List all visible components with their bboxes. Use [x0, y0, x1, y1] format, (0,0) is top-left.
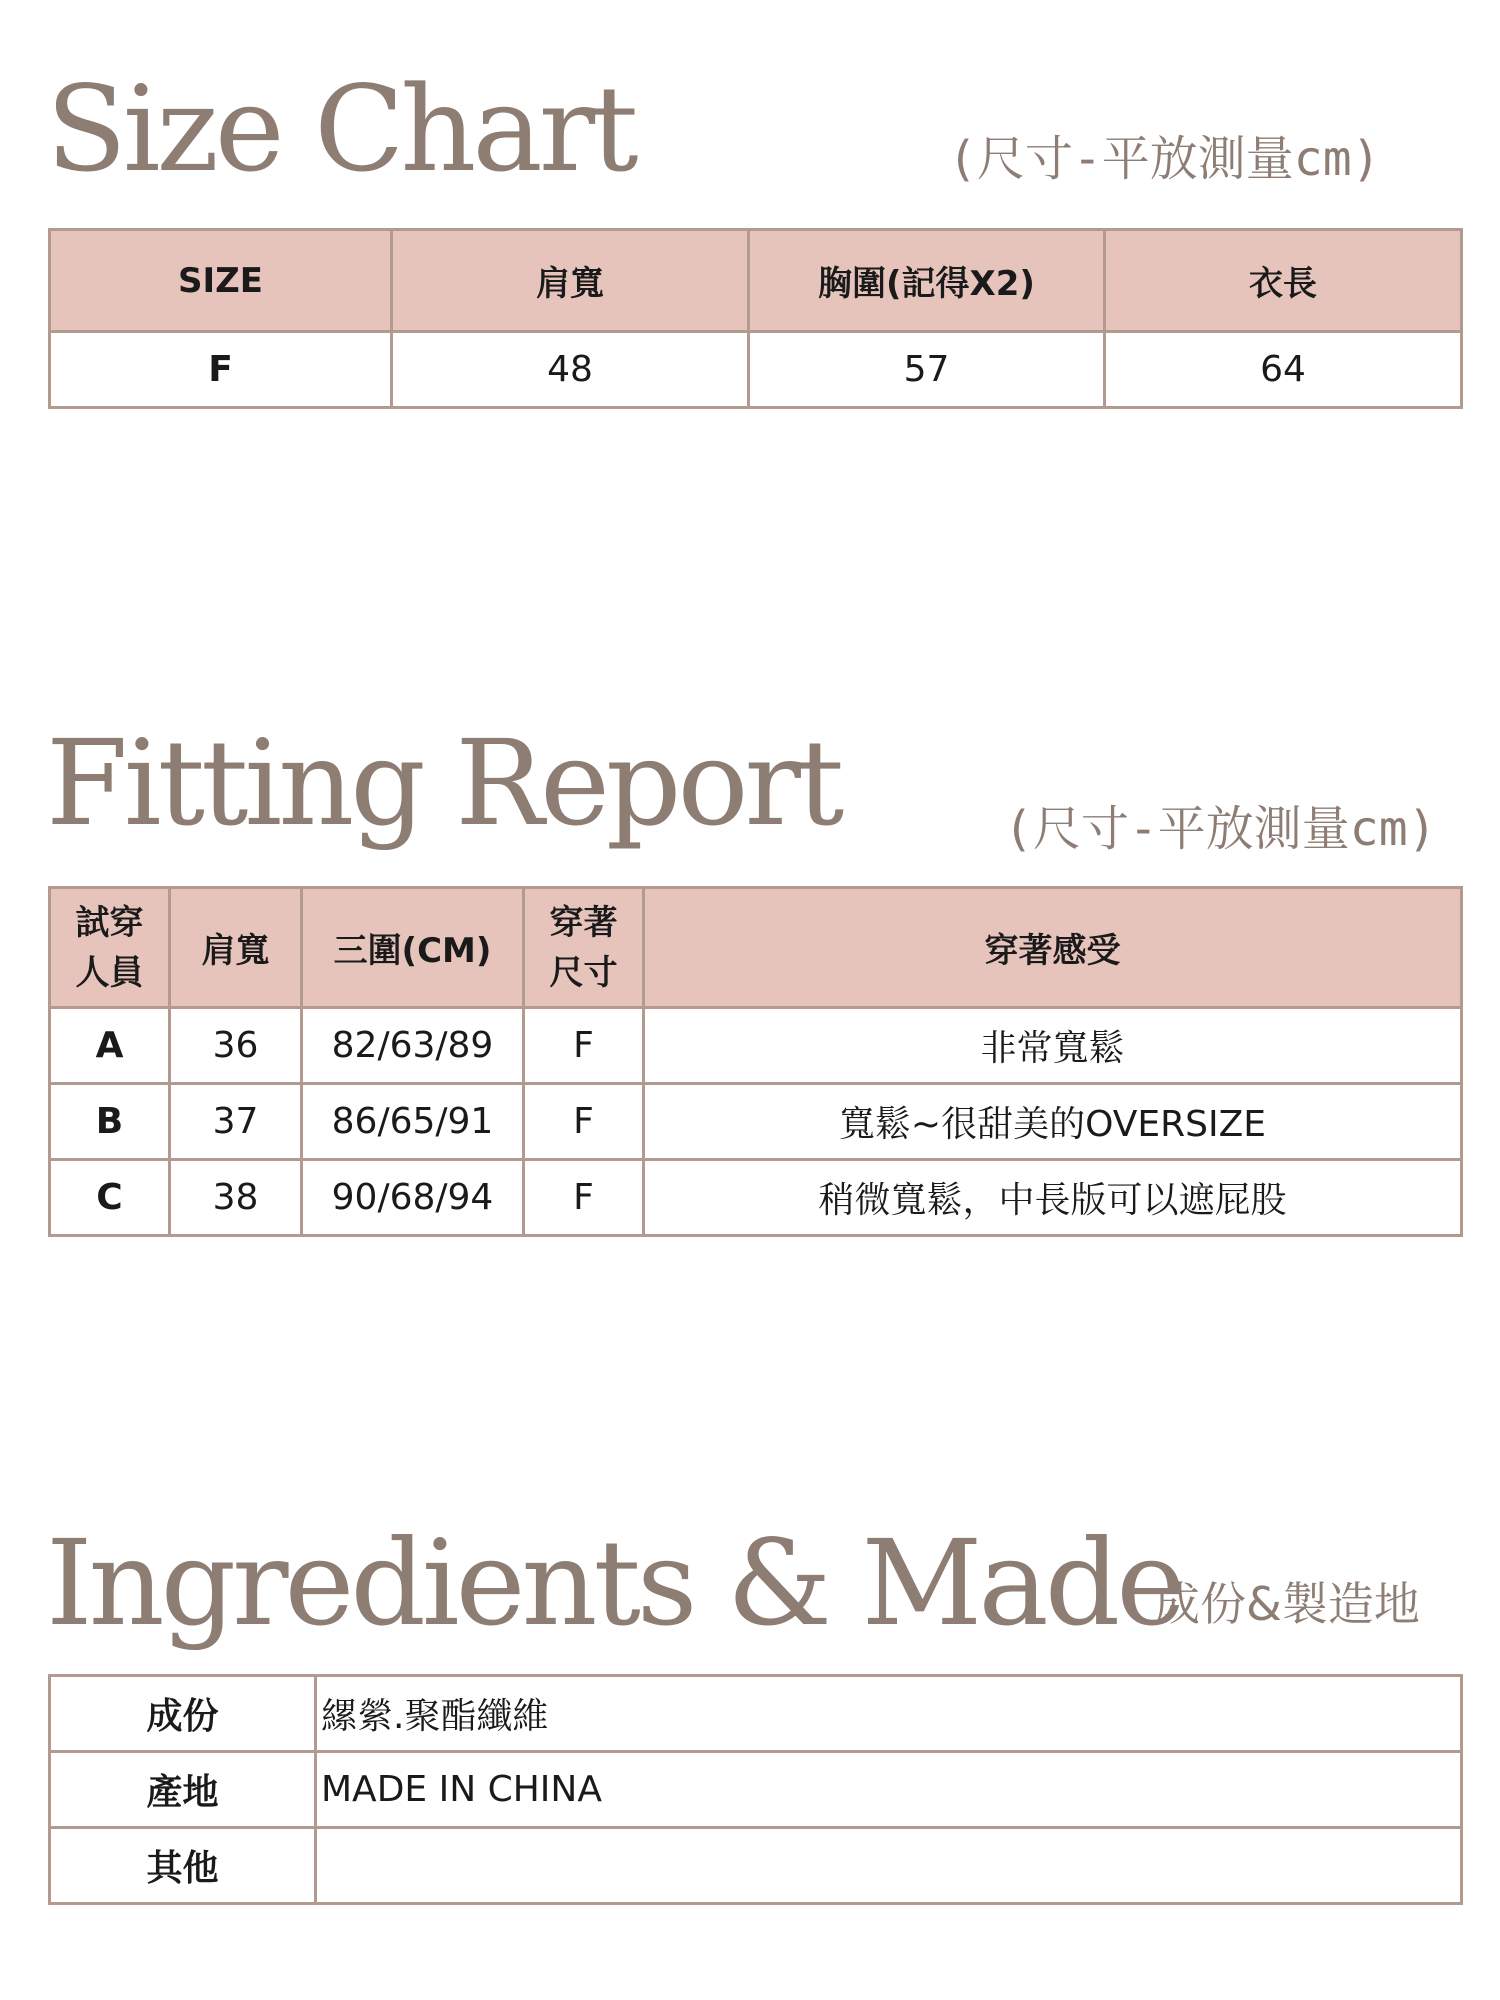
header-length: 衣長: [1105, 230, 1462, 332]
size-chart-header-row: [50, 230, 1462, 332]
table-row: [50, 1676, 1462, 1752]
feeling-cell: 非常寬鬆: [644, 1008, 1462, 1084]
tester-cell: B: [50, 1084, 170, 1160]
header-tester-line2: 人員: [75, 952, 144, 993]
table-row: [50, 332, 1462, 408]
tester-cell: C: [50, 1160, 170, 1236]
ingredients-title: Ingredients & Made: [46, 1514, 1183, 1652]
size-chart-subtitle: (尺寸-平放測量cm): [948, 131, 1381, 187]
measurements-cell: 90/68/94: [302, 1160, 524, 1236]
table-row: [50, 1008, 1462, 1084]
size-worn-cell: F: [524, 1084, 644, 1160]
feeling-cell: 寬鬆~很甜美的OVERSIZE: [644, 1084, 1462, 1160]
header-size-worn-line2: 尺寸: [549, 952, 618, 993]
header-tester: [50, 888, 170, 1008]
header-feeling: 穿著感受: [644, 888, 1462, 1008]
fitting-report-table: [48, 886, 1463, 1237]
size-chart-title: Size Chart: [46, 60, 635, 198]
header-chest: 胸圍(記得X2): [749, 230, 1105, 332]
other-value: [316, 1828, 1462, 1904]
ingredients-subtitle: 成份&製造地: [1154, 1577, 1420, 1631]
measurements-cell: 86/65/91: [302, 1084, 524, 1160]
header-shoulder-width: 肩寬: [170, 888, 302, 1008]
fitting-header-row: [50, 888, 1462, 1008]
feeling-cell: 稍微寬鬆，中長版可以遮屁股: [644, 1160, 1462, 1236]
origin-label: 產地: [50, 1752, 316, 1828]
header-measurements: 三圍(CM): [302, 888, 524, 1008]
size-chart-table: [48, 228, 1463, 409]
origin-value: MADE IN CHINA: [316, 1752, 1462, 1828]
header-size-worn: [524, 888, 644, 1008]
shoulder-cell: 37: [170, 1084, 302, 1160]
table-row: [50, 1828, 1462, 1904]
size-worn-cell: F: [524, 1008, 644, 1084]
fitting-report-title: Fitting Report: [46, 714, 841, 852]
tester-cell: A: [50, 1008, 170, 1084]
shoulder-cell: 38: [170, 1160, 302, 1236]
shoulder-cell: 48: [392, 332, 749, 408]
header-shoulder-width: 肩寬: [392, 230, 749, 332]
other-label: 其他: [50, 1828, 316, 1904]
fitting-report-subtitle: (尺寸-平放測量cm): [1004, 801, 1437, 857]
table-row: [50, 1160, 1462, 1236]
shoulder-cell: 36: [170, 1008, 302, 1084]
ingredients-table: [48, 1674, 1463, 1905]
length-cell: 64: [1105, 332, 1462, 408]
size-cell: F: [50, 332, 392, 408]
header-tester-line1: 試穿: [75, 902, 144, 943]
measurements-cell: 82/63/89: [302, 1008, 524, 1084]
header-size: SIZE: [50, 230, 392, 332]
material-label: 成份: [50, 1676, 316, 1752]
size-worn-cell: F: [524, 1160, 644, 1236]
table-row: [50, 1752, 1462, 1828]
chest-cell: 57: [749, 332, 1105, 408]
material-value: 縲縈.聚酯纖維: [316, 1676, 1462, 1752]
table-row: [50, 1084, 1462, 1160]
header-size-worn-line1: 穿著: [549, 902, 618, 943]
